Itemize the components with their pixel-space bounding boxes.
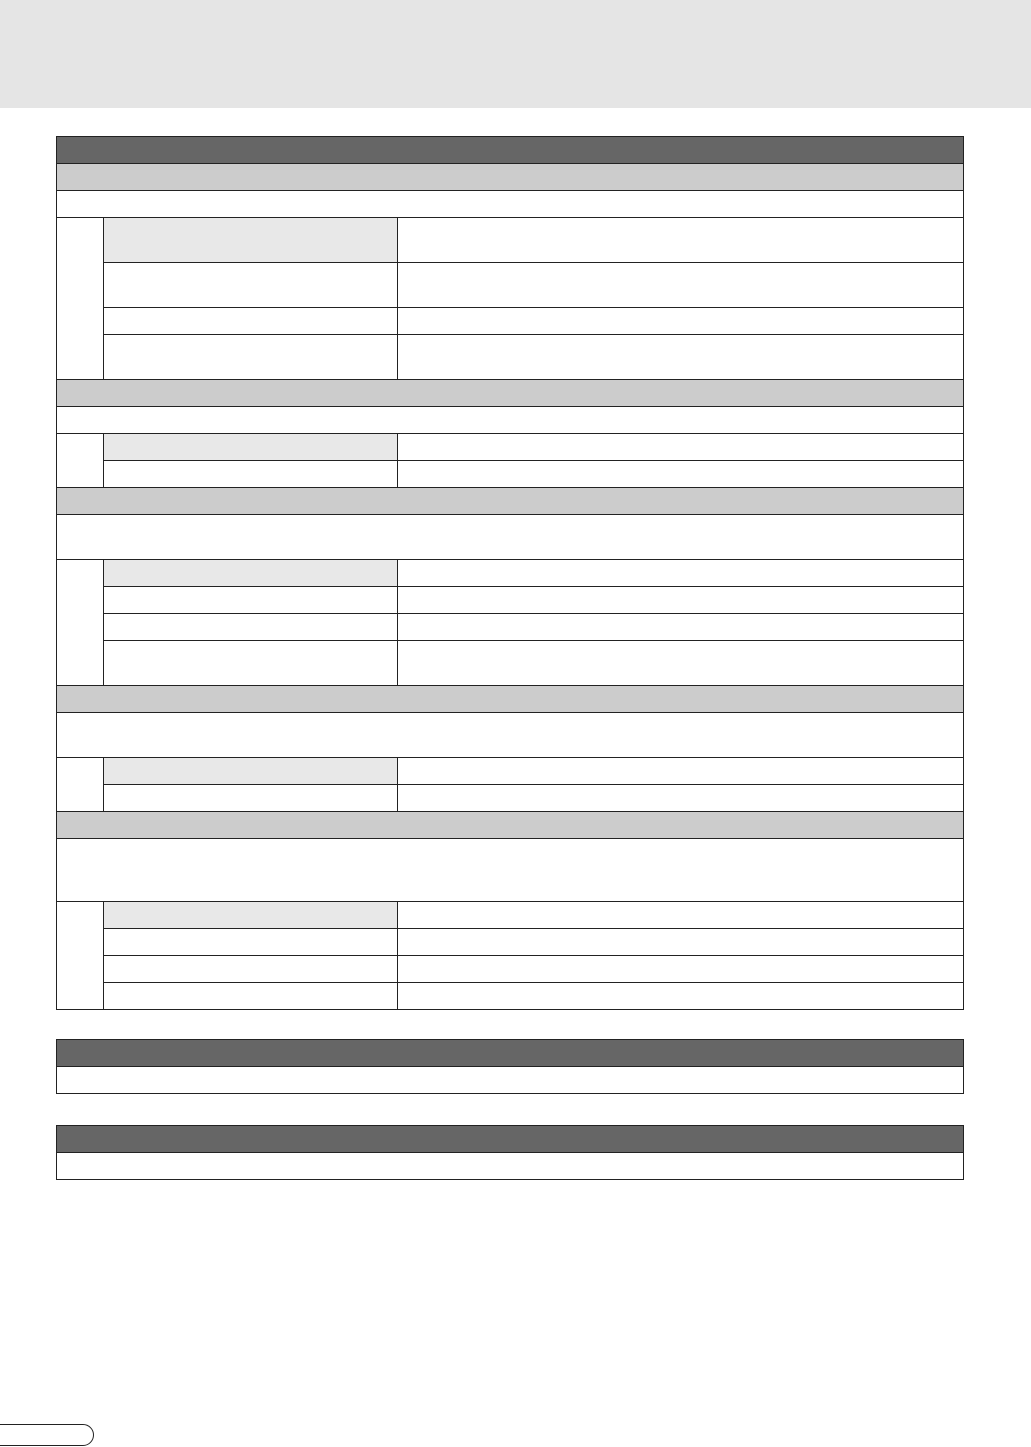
page-number-tab [0,1424,94,1446]
column-divider [397,757,398,811]
column-divider [103,559,104,685]
divider [103,460,964,461]
divider [103,307,964,308]
divider [56,1152,964,1153]
divider [103,334,964,335]
column-divider [397,217,398,379]
divider [103,613,964,614]
column-divider [103,757,104,811]
divider [56,433,964,434]
divider [56,406,964,407]
divider [103,982,964,983]
divider [56,379,964,380]
divider [56,163,964,164]
table-border [56,136,964,1010]
divider [56,811,964,812]
divider [103,955,964,956]
divider [103,640,964,641]
divider [56,685,964,686]
divider [56,838,964,839]
column-divider [103,217,104,379]
column-divider [397,901,398,1010]
divider [56,217,964,218]
divider [103,784,964,785]
divider [103,928,964,929]
column-divider [397,433,398,487]
divider [56,559,964,560]
divider [56,712,964,713]
divider [103,586,964,587]
divider [56,190,964,191]
top-header-band [0,0,1031,108]
column-divider [397,559,398,685]
divider [56,487,964,488]
divider [56,514,964,515]
divider [56,757,964,758]
divider [56,1066,964,1067]
divider [56,901,964,902]
column-divider [103,901,104,1010]
divider [103,262,964,263]
column-divider [103,433,104,487]
